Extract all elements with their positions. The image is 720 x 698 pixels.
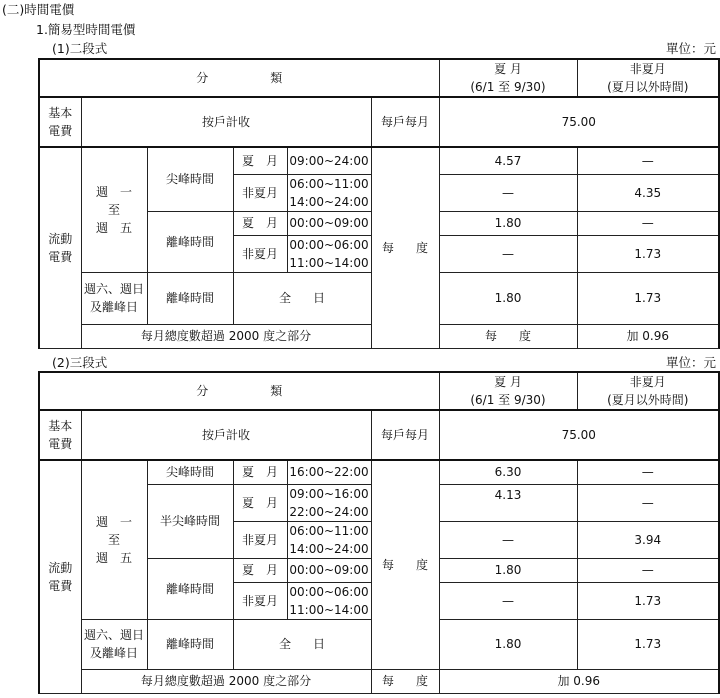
allday-label: 全 日 xyxy=(233,619,371,669)
season-summer-label: 夏 月 xyxy=(233,211,287,235)
rate-value: 4.57 xyxy=(439,147,577,174)
subsection-heading: 1.簡易型時間電價 xyxy=(36,22,136,37)
per-household-label: 按戶計收 xyxy=(81,97,371,147)
flow-fee-label: 流動 電費 xyxy=(39,460,81,693)
season-summer-label: 夏 月 xyxy=(233,147,287,174)
rate-value: 1.73 xyxy=(577,272,719,324)
time-range: 06:00~11:00 14:00~24:00 xyxy=(287,521,371,558)
rate-value: 1.73 xyxy=(577,582,719,619)
season-nonsummer-label: 非夏月 xyxy=(233,521,287,558)
time-range: 06:00~11:00 14:00~24:00 xyxy=(287,174,371,211)
header-row xyxy=(39,372,719,410)
rate-dash: — xyxy=(439,235,577,272)
category-header: 分 類 xyxy=(39,372,439,410)
peak-label: 尖峰時間 xyxy=(147,460,233,484)
peak-label: 尖峰時間 xyxy=(147,147,233,211)
season-nonsummer-label: 非夏月 xyxy=(233,235,287,272)
rate-value: 6.30 xyxy=(439,460,577,484)
season-nonsummer-label: 非夏月 xyxy=(233,582,287,619)
two-stage-tariff-table xyxy=(38,58,720,349)
header-row xyxy=(39,59,719,97)
time-range: 00:00~09:00 xyxy=(287,211,371,235)
rate-value: 1.73 xyxy=(577,619,719,669)
season-summer-label: 夏 月 xyxy=(233,460,287,484)
time-range: 00:00~06:00 11:00~14:00 xyxy=(287,582,371,619)
nonsummer-header: 非夏月 (夏月以外時間) xyxy=(577,372,719,410)
semipeak-label: 半尖峰時間 xyxy=(147,484,233,558)
rate-value: 1.80 xyxy=(439,211,577,235)
season-summer-label: 夏 月 xyxy=(233,484,287,521)
rate-dash: — xyxy=(439,174,577,211)
three-stage-tariff-table xyxy=(38,371,720,694)
summer-header: 夏 月 (6/1 至 9/30) xyxy=(439,372,577,410)
rate-value: 3.94 xyxy=(577,521,719,558)
offpeak-label: 離峰時間 xyxy=(147,558,233,619)
flow-fee-label: 流動 電費 xyxy=(39,147,81,348)
time-range: 09:00~24:00 xyxy=(287,147,371,174)
weekend-label: 週六、週日 及離峰日 xyxy=(81,272,147,324)
rate-value: 1.80 xyxy=(439,272,577,324)
three-stage-unit-label: 單位：元 xyxy=(665,355,716,370)
rate-dash: — xyxy=(577,211,719,235)
basic-fee-label: 基本 電費 xyxy=(39,97,81,147)
basic-fee-row xyxy=(39,410,719,460)
rate-value: 1.80 xyxy=(439,558,577,582)
per-household-month-label: 每戶每月 xyxy=(371,410,439,460)
per-kwh-label: 每 度 xyxy=(371,460,439,669)
rate-value: 4.35 xyxy=(577,174,719,211)
two-stage-title: (1)二段式 xyxy=(52,41,108,56)
offpeak-label: 離峰時間 xyxy=(147,272,233,324)
rate-dash: — xyxy=(577,558,719,582)
weekday-label: 週 一 至 週 五 xyxy=(81,147,147,272)
section-heading: (二)時間電價 xyxy=(2,2,75,17)
rate-dash: — xyxy=(577,484,719,521)
excess-label: 每月總度數超過 2000 度之部分 xyxy=(81,324,371,348)
three-stage-title: (2)三段式 xyxy=(52,355,108,370)
rate-value: 1.80 xyxy=(439,619,577,669)
excess-value: 加 0.96 xyxy=(439,669,719,693)
time-range: 09:00~16:00 22:00~24:00 xyxy=(287,484,371,521)
category-header: 分 類 xyxy=(39,59,439,97)
rate-dash: — xyxy=(439,521,577,558)
per-household-label: 按戶計收 xyxy=(81,410,371,460)
rate-dash: — xyxy=(577,147,719,174)
table-row xyxy=(39,147,719,174)
time-range: 16:00~22:00 xyxy=(287,460,371,484)
season-summer-label: 夏 月 xyxy=(233,558,287,582)
rate-value: 4.13 xyxy=(439,484,577,521)
rate-dash: — xyxy=(577,460,719,484)
per-kwh-label: 每 度 xyxy=(371,669,439,693)
season-nonsummer-label: 非夏月 xyxy=(233,174,287,211)
per-kwh-label: 每 度 xyxy=(439,324,577,348)
per-kwh-label: 每 度 xyxy=(371,147,439,348)
offpeak-label: 離峰時間 xyxy=(147,211,233,272)
per-household-month-label: 每戶每月 xyxy=(371,97,439,147)
time-range: 00:00~09:00 xyxy=(287,558,371,582)
nonsummer-header: 非夏月 (夏月以外時間) xyxy=(577,59,719,97)
rate-value: 1.73 xyxy=(577,235,719,272)
basic-fee-value: 75.00 xyxy=(439,410,719,460)
allday-label: 全 日 xyxy=(233,272,371,324)
basic-fee-label: 基本 電費 xyxy=(39,410,81,460)
weekday-label: 週 一 至 週 五 xyxy=(81,460,147,619)
table-row xyxy=(39,669,719,693)
excess-label: 每月總度數超過 2000 度之部分 xyxy=(81,669,371,693)
basic-fee-row xyxy=(39,97,719,147)
summer-header: 夏 月 (6/1 至 9/30) xyxy=(439,59,577,97)
basic-fee-value: 75.00 xyxy=(439,97,719,147)
two-stage-unit-label: 單位：元 xyxy=(665,41,716,56)
excess-value: 加 0.96 xyxy=(577,324,719,348)
weekend-label: 週六、週日 及離峰日 xyxy=(81,619,147,669)
time-range: 00:00~06:00 11:00~14:00 xyxy=(287,235,371,272)
table-row xyxy=(39,460,719,484)
rate-dash: — xyxy=(439,582,577,619)
offpeak-label: 離峰時間 xyxy=(147,619,233,669)
